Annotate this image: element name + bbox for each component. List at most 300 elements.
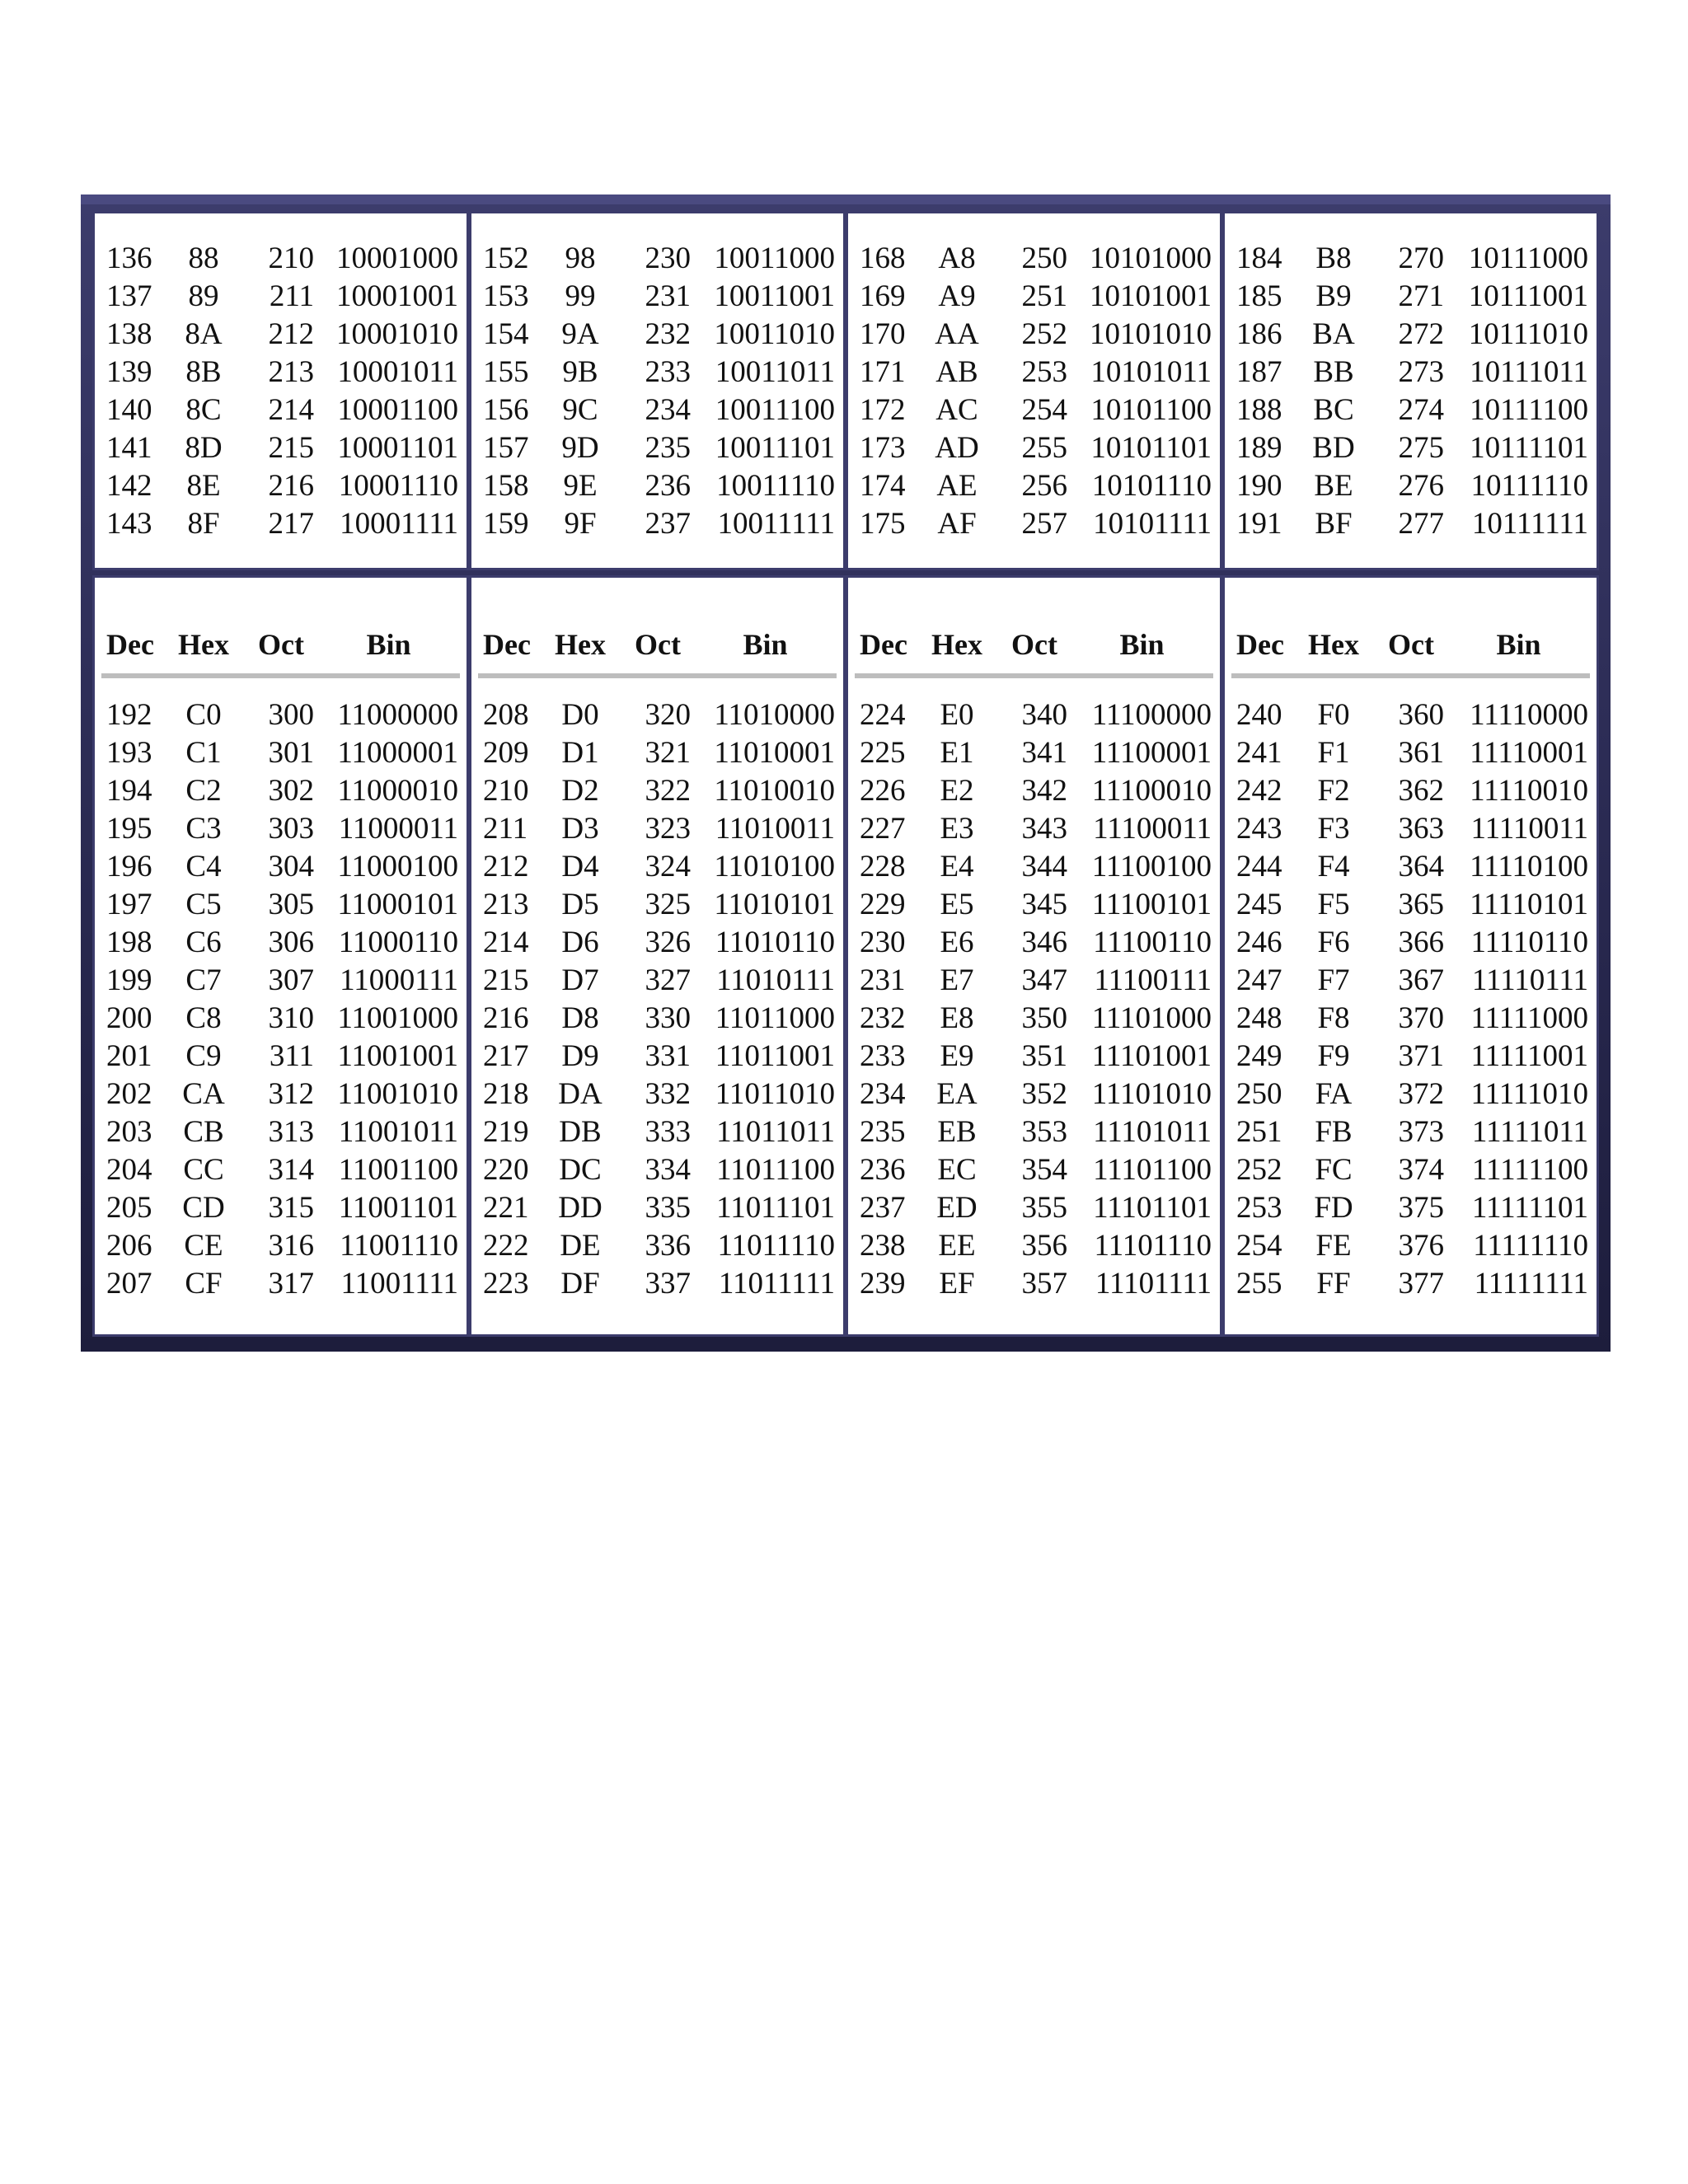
dec-cell: 154	[483, 317, 529, 351]
oct-cell: 234	[645, 393, 691, 427]
bin-cell: 10101110	[1091, 469, 1212, 503]
bin-cell: 11110001	[1470, 736, 1588, 770]
table-row	[1236, 316, 1588, 354]
oct-cell: 363	[1398, 812, 1444, 846]
hex-cell: AE	[936, 469, 978, 503]
dec-cell: 215	[483, 963, 529, 997]
bin-cell: 11100010	[1091, 774, 1212, 808]
bin-cell: 11001011	[338, 1115, 458, 1149]
hex-cell: EC	[937, 1153, 977, 1187]
oct-cell: 322	[645, 774, 691, 808]
hex-cell: 8C	[185, 393, 222, 427]
column-header-row	[1236, 626, 1588, 663]
table-panel	[1222, 575, 1599, 1337]
table-row	[106, 1076, 458, 1113]
table-row	[106, 1151, 458, 1189]
dec-cell: 227	[860, 812, 906, 846]
oct-cell: 353	[1021, 1115, 1067, 1149]
column-header-dec: Dec	[860, 628, 907, 661]
dec-cell: 230	[860, 926, 906, 959]
bin-cell: 10011000	[714, 241, 835, 275]
hex-cell: E4	[940, 850, 974, 883]
dec-cell: 195	[106, 812, 152, 846]
table-panel	[92, 211, 469, 570]
dec-cell: 196	[106, 850, 152, 883]
column-header-row	[860, 626, 1212, 663]
dec-cell: 251	[1236, 1115, 1282, 1149]
hex-cell: F1	[1317, 736, 1350, 770]
hex-cell: AC	[935, 393, 978, 427]
table-row	[1236, 467, 1588, 505]
hex-cell: E9	[940, 1039, 974, 1073]
table-row	[483, 240, 835, 278]
oct-cell: 211	[269, 279, 314, 313]
bin-cell: 11011000	[715, 1001, 835, 1035]
column-header-hex: Hex	[178, 628, 229, 661]
table-row	[483, 467, 835, 505]
oct-cell: 237	[645, 507, 691, 541]
bin-cell: 10101011	[1090, 355, 1212, 389]
dec-cell: 143	[106, 507, 152, 541]
oct-cell: 361	[1398, 736, 1444, 770]
bin-cell: 11100110	[1093, 926, 1212, 959]
dec-cell: 153	[483, 279, 529, 313]
dec-cell: 216	[483, 1001, 529, 1035]
bin-cell: 11010100	[714, 850, 835, 883]
table-row	[483, 924, 835, 962]
oct-cell: 233	[645, 355, 691, 389]
dec-cell: 158	[483, 469, 529, 503]
bin-cell: 10111111	[1471, 507, 1588, 541]
bin-cell: 10101000	[1090, 241, 1212, 275]
hex-cell: F8	[1317, 1001, 1350, 1035]
oct-cell: 304	[268, 850, 314, 883]
oct-cell: 340	[1021, 698, 1067, 732]
hex-cell: 8D	[185, 431, 223, 465]
table-row	[483, 772, 835, 810]
bin-cell: 11110011	[1470, 812, 1588, 846]
table-row	[106, 467, 458, 505]
table-row	[106, 1265, 458, 1303]
dec-cell: 200	[106, 1001, 152, 1035]
dec-cell: 241	[1236, 736, 1282, 770]
bin-cell: 11011110	[717, 1229, 835, 1263]
bin-cell: 11000100	[337, 850, 458, 883]
oct-cell: 341	[1021, 736, 1067, 770]
table-rows	[1236, 240, 1588, 543]
hex-cell: FA	[1315, 1077, 1353, 1111]
panel-corner-mark	[848, 213, 855, 222]
table-row	[106, 1000, 458, 1038]
bin-cell: 11110100	[1470, 850, 1588, 883]
table-row	[860, 696, 1212, 734]
table-row	[860, 1227, 1212, 1265]
bin-cell: 10001101	[337, 431, 458, 465]
table-row	[1236, 734, 1588, 772]
bin-cell: 10001111	[340, 507, 458, 541]
table-row	[483, 734, 835, 772]
hex-cell: 9B	[562, 355, 598, 389]
table-row	[106, 240, 458, 278]
bin-cell: 10101001	[1090, 279, 1212, 313]
oct-cell: 303	[268, 812, 314, 846]
dec-cell: 174	[860, 469, 906, 503]
table-panel	[469, 211, 846, 570]
table-row	[860, 924, 1212, 962]
column-header-bin: Bin	[1496, 628, 1541, 661]
table-row	[1236, 1265, 1588, 1303]
oct-cell: 236	[645, 469, 691, 503]
dec-cell: 236	[860, 1153, 906, 1187]
hex-cell: E1	[940, 736, 974, 770]
dec-cell: 252	[1236, 1153, 1282, 1187]
table-panel	[1222, 211, 1599, 570]
hex-cell: FF	[1316, 1267, 1351, 1301]
table-row	[483, 886, 835, 924]
dec-cell: 199	[106, 963, 152, 997]
oct-cell: 356	[1021, 1229, 1067, 1263]
hex-cell: F2	[1317, 774, 1350, 808]
dec-cell: 159	[483, 507, 529, 541]
bin-cell: 10011100	[715, 393, 835, 427]
hex-cell: D4	[561, 850, 599, 883]
hex-cell: D8	[561, 1001, 599, 1035]
oct-cell: 332	[645, 1077, 691, 1111]
bin-cell: 11010001	[714, 736, 835, 770]
dec-cell: 255	[1236, 1267, 1282, 1301]
oct-cell: 372	[1398, 1077, 1444, 1111]
table-row	[1236, 696, 1588, 734]
dec-cell: 184	[1236, 241, 1282, 275]
hex-cell: 88	[188, 241, 219, 275]
hex-cell: CC	[183, 1153, 224, 1187]
oct-cell: 367	[1398, 963, 1444, 997]
oct-cell: 210	[268, 241, 314, 275]
bin-cell: 11010000	[714, 698, 835, 732]
hex-cell: C9	[185, 1039, 222, 1073]
table-row	[860, 240, 1212, 278]
hex-cell: CB	[183, 1115, 224, 1149]
table-rows	[106, 240, 458, 543]
table-row	[1236, 886, 1588, 924]
oct-cell: 251	[1021, 279, 1067, 313]
bin-cell: 11100011	[1093, 812, 1212, 846]
dec-cell: 237	[860, 1191, 906, 1225]
hex-cell: F4	[1317, 850, 1350, 883]
table-row	[1236, 1113, 1588, 1151]
oct-cell: 365	[1398, 888, 1444, 921]
bin-cell: 11111101	[1471, 1191, 1588, 1225]
oct-cell: 350	[1021, 1001, 1067, 1035]
hex-cell: C7	[185, 963, 222, 997]
column-header-hex: Hex	[931, 628, 982, 661]
dec-cell: 235	[860, 1115, 906, 1149]
dec-cell: 211	[483, 812, 528, 846]
dec-cell: 138	[106, 317, 152, 351]
hex-cell: E3	[940, 812, 974, 846]
hex-cell: AA	[935, 317, 979, 351]
table-row	[860, 848, 1212, 886]
hex-cell: C2	[185, 774, 222, 808]
hex-cell: 9C	[562, 393, 598, 427]
table-row	[106, 316, 458, 354]
hex-cell: FB	[1315, 1115, 1353, 1149]
column-header-bin: Bin	[366, 628, 411, 661]
hex-cell: EE	[938, 1229, 976, 1263]
table-row	[106, 429, 458, 467]
dec-cell: 217	[483, 1039, 529, 1073]
table-row	[106, 772, 458, 810]
hex-cell: 98	[565, 241, 596, 275]
panel-corner-mark	[848, 578, 855, 586]
hex-cell: D7	[561, 963, 599, 997]
oct-cell: 217	[268, 507, 314, 541]
oct-cell: 235	[645, 431, 691, 465]
hex-cell: CD	[182, 1191, 225, 1225]
hex-cell: F0	[1317, 698, 1350, 732]
dec-cell: 212	[483, 850, 529, 883]
oct-cell: 360	[1398, 698, 1444, 732]
oct-cell: 335	[645, 1191, 691, 1225]
oct-cell: 212	[268, 317, 314, 351]
table-row	[1236, 1000, 1588, 1038]
hex-cell: AB	[935, 355, 978, 389]
oct-cell: 316	[268, 1229, 314, 1263]
dec-cell: 188	[1236, 393, 1282, 427]
bin-cell: 10011001	[714, 279, 835, 313]
hex-cell: DA	[558, 1077, 603, 1111]
bin-cell: 11100100	[1091, 850, 1212, 883]
hex-cell: D0	[561, 698, 599, 732]
dec-cell: 173	[860, 431, 906, 465]
table-row	[483, 1151, 835, 1189]
bin-cell: 11010011	[715, 812, 835, 846]
hex-cell: 8B	[185, 355, 222, 389]
table-row	[483, 391, 835, 429]
dec-cell: 170	[860, 317, 906, 351]
hex-cell: B9	[1315, 279, 1352, 313]
column-header-oct: Oct	[1011, 628, 1057, 661]
table-row	[106, 278, 458, 316]
hex-cell: 89	[188, 279, 219, 313]
hex-cell: BA	[1312, 317, 1355, 351]
hex-cell: 9D	[561, 431, 599, 465]
bin-cell: 11000110	[338, 926, 458, 959]
table-row	[106, 810, 458, 848]
table-row	[106, 696, 458, 734]
bin-cell: 10011010	[714, 317, 835, 351]
bin-cell: 11111111	[1474, 1267, 1588, 1301]
oct-cell: 330	[645, 1001, 691, 1035]
dec-cell: 168	[860, 241, 906, 275]
oct-cell: 302	[268, 774, 314, 808]
oct-cell: 371	[1398, 1039, 1444, 1073]
table-row	[483, 696, 835, 734]
table-row	[1236, 505, 1588, 543]
bin-cell: 11101001	[1091, 1039, 1212, 1073]
bin-cell: 11110101	[1470, 888, 1588, 921]
oct-cell: 232	[645, 317, 691, 351]
bin-cell: 11011101	[716, 1191, 835, 1225]
dec-cell: 192	[106, 698, 152, 732]
dec-cell: 248	[1236, 1001, 1282, 1035]
dec-cell: 193	[106, 736, 152, 770]
column-header-row	[106, 626, 458, 663]
oct-cell: 250	[1021, 241, 1067, 275]
hex-cell: C3	[185, 812, 222, 846]
dec-cell: 233	[860, 1039, 906, 1073]
table-row	[860, 1265, 1212, 1303]
table-rows	[860, 240, 1212, 543]
table-row	[1236, 354, 1588, 391]
bin-cell: 10011111	[717, 507, 835, 541]
table-row	[860, 772, 1212, 810]
dec-cell: 189	[1236, 431, 1282, 465]
bin-cell: 11001001	[337, 1039, 458, 1073]
table-row	[860, 1076, 1212, 1113]
column-header-hex: Hex	[1308, 628, 1359, 661]
dec-cell: 254	[1236, 1229, 1282, 1263]
oct-cell: 345	[1021, 888, 1067, 921]
table-row	[1236, 1189, 1588, 1227]
table-row	[483, 1227, 835, 1265]
hex-cell: F5	[1317, 888, 1350, 921]
column-header-oct: Oct	[1388, 628, 1434, 661]
hex-cell: EB	[937, 1115, 977, 1149]
dec-cell: 175	[860, 507, 906, 541]
frame-top-border	[81, 194, 1611, 204]
oct-cell: 252	[1021, 317, 1067, 351]
oct-cell: 213	[268, 355, 314, 389]
panel-corner-mark	[471, 578, 478, 586]
oct-cell: 312	[268, 1077, 314, 1111]
table-rows	[483, 240, 835, 543]
hex-cell: EA	[936, 1077, 978, 1111]
table-rows	[483, 696, 835, 1303]
hex-cell: E5	[940, 888, 974, 921]
bin-cell: 10001000	[336, 241, 458, 275]
bin-cell: 10101100	[1090, 393, 1212, 427]
bin-cell: 11100001	[1091, 736, 1212, 770]
bin-cell: 11001100	[338, 1153, 458, 1187]
hex-cell: DC	[559, 1153, 602, 1187]
oct-cell: 254	[1021, 393, 1067, 427]
oct-cell: 327	[645, 963, 691, 997]
bin-cell: 11100101	[1091, 888, 1212, 921]
column-header-bin: Bin	[743, 628, 788, 661]
oct-cell: 375	[1398, 1191, 1444, 1225]
table-row	[1236, 240, 1588, 278]
oct-cell: 311	[269, 1039, 314, 1073]
table-row	[106, 848, 458, 886]
dec-cell: 157	[483, 431, 529, 465]
table-row	[106, 734, 458, 772]
hex-cell: E2	[940, 774, 974, 808]
top-section	[92, 211, 1599, 570]
oct-cell: 277	[1398, 507, 1444, 541]
table-row	[106, 962, 458, 1000]
bin-cell: 11110111	[1471, 963, 1588, 997]
hex-cell: DB	[559, 1115, 602, 1149]
dec-cell: 169	[860, 279, 906, 313]
dec-cell: 197	[106, 888, 152, 921]
header-divider	[101, 673, 460, 678]
hex-cell: BB	[1313, 355, 1354, 389]
table-row	[860, 316, 1212, 354]
bin-cell: 11110110	[1470, 926, 1588, 959]
hex-cell: E0	[940, 698, 974, 732]
dec-cell: 172	[860, 393, 906, 427]
dec-cell: 187	[1236, 355, 1282, 389]
oct-cell: 276	[1398, 469, 1444, 503]
hex-cell: C5	[185, 888, 222, 921]
table-row	[106, 886, 458, 924]
bin-cell: 11111000	[1470, 1001, 1588, 1035]
bin-cell: 10111010	[1468, 317, 1588, 351]
hex-cell: CE	[184, 1229, 223, 1263]
table-row	[860, 505, 1212, 543]
header-divider	[478, 673, 837, 678]
hex-cell: D6	[561, 926, 599, 959]
bin-cell: 10111100	[1470, 393, 1588, 427]
bin-cell: 11101110	[1094, 1229, 1212, 1263]
table-row	[1236, 1076, 1588, 1113]
bin-cell: 11101100	[1093, 1153, 1212, 1187]
dec-cell: 228	[860, 850, 906, 883]
table-row	[483, 505, 835, 543]
dec-cell: 203	[106, 1115, 152, 1149]
table-row	[860, 467, 1212, 505]
bin-cell: 11011111	[718, 1267, 835, 1301]
table-row	[106, 505, 458, 543]
table-row	[483, 1000, 835, 1038]
dec-cell: 210	[483, 774, 529, 808]
oct-cell: 355	[1021, 1191, 1067, 1225]
dec-cell: 171	[860, 355, 906, 389]
bin-cell: 11111110	[1473, 1229, 1588, 1263]
table-row	[1236, 391, 1588, 429]
bin-cell: 11011100	[716, 1153, 835, 1187]
hex-cell: F9	[1317, 1039, 1350, 1073]
bin-cell: 11010101	[714, 888, 835, 921]
bin-cell: 11111100	[1471, 1153, 1588, 1187]
table-row	[860, 1189, 1212, 1227]
table-row	[1236, 962, 1588, 1000]
oct-cell: 275	[1398, 431, 1444, 465]
hex-cell: AF	[937, 507, 977, 541]
dec-cell: 140	[106, 393, 152, 427]
bin-cell: 11001101	[338, 1191, 458, 1225]
bin-cell: 10101111	[1093, 507, 1212, 541]
table-row	[860, 429, 1212, 467]
oct-cell: 257	[1021, 507, 1067, 541]
oct-cell: 346	[1021, 926, 1067, 959]
dec-cell: 209	[483, 736, 529, 770]
oct-cell: 253	[1021, 355, 1067, 389]
dec-cell: 156	[483, 393, 529, 427]
oct-cell: 216	[268, 469, 314, 503]
bin-cell: 10111000	[1468, 241, 1588, 275]
bin-cell: 10101101	[1090, 431, 1212, 465]
oct-cell: 314	[268, 1153, 314, 1187]
dec-cell: 190	[1236, 469, 1282, 503]
dec-cell: 220	[483, 1153, 529, 1187]
dec-cell: 225	[860, 736, 906, 770]
hex-cell: B8	[1315, 241, 1352, 275]
oct-cell: 374	[1398, 1153, 1444, 1187]
hex-cell: DD	[558, 1191, 603, 1225]
table-row	[483, 316, 835, 354]
